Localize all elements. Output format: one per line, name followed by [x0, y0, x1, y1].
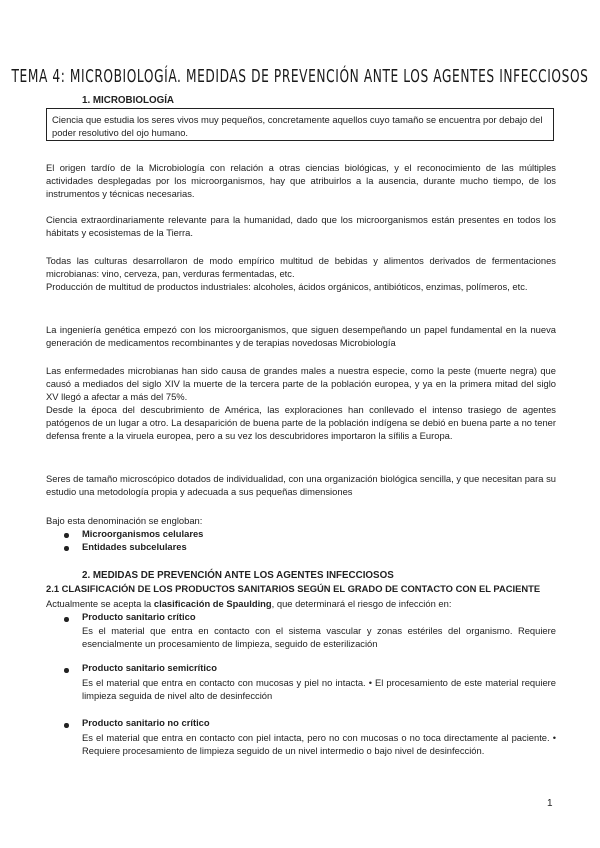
definition-box: Ciencia que estudia los seres vivos muy pequeños, concretamente aquellos cuyo tamaño se encuentra por debajo del poder resolutivo del ojo humano.	[46, 108, 554, 141]
spaulding-intro-after: , que determinará el riesgo de infección en:	[271, 598, 452, 609]
paragraph-definition-microorganisms: Seres de tamaño microscópico dotados de individualidad, con una organización biológica sencilla, y que necesitan para su estudio una metodología propia y adecuada a sus pequeñas dimensiones	[46, 473, 556, 497]
paragraph-genetic-engineering: La ingeniería genética empezó con los microorganismos, que siguen desempeñando un papel fundamental en la nueva generación de medicamentos recombinantes y de terapias novedosas Microbiología	[46, 324, 556, 348]
section-heading-microbiologia: 1. MICROBIOLOGÍA	[82, 95, 174, 106]
paragraph-origin: El origen tardío de la Microbiología con relación a otras ciencias biológicas, y el reconocimiento de las múltiples actividades desplegadas por los microorganismos, hay que atribuirlos a la ausencia, durante mucho tiempo, de los instrumentos y técnicas necesarias.	[46, 162, 556, 199]
paragraph-denomination: Bajo esta denominación se engloban:	[46, 515, 203, 526]
paragraph-spaulding	[46, 597, 556, 610]
bullet-item-subcelulares: Entidades subcelulares	[82, 541, 187, 552]
item-title-critico: Producto sanitario crítico	[82, 611, 196, 622]
item-body-semicritico: Es el material que entra en contacto con mucosas y piel no intacta. • El procesamiento de este material requiere limpieza seguida de nivel alto de desinfección	[82, 677, 556, 701]
bullet-dot	[64, 668, 69, 673]
subsection-heading-clasificacion: 2.1 CLASIFICACIÓN DE LOS PRODUCTOS SANITARIOS SEGÚN EL GRADO DE CONTACTO CON EL PACIENTE	[46, 583, 541, 594]
page-title: TEMA 4: MICROBIOLOGÍA. MEDIDAS DE PREVENCIÓN ANTE LOS AGENTES INFECCIOSOS	[11, 66, 589, 87]
bullet-dot	[64, 723, 69, 728]
paragraph-fermentation: Todas las culturas desarrollaron de modo empírico multitud de bebidas y alimentos derivados de fermentaciones microbianas: vino, cerveza, pan, verduras fermentadas, etc.	[46, 255, 556, 279]
item-body-no-critico: Es el material que entra en contacto con piel intacta, pero no con mucosas o no toca directamente al paciente. • Requiere procesamiento de limpieza seguido de un nivel intermedio o bajo nivel de desinfección.	[82, 732, 556, 756]
paragraph-america: Desde la época del descubrimiento de América, las exploraciones han conllevado el intenso trasiego de agentes patógenos de un lugar a otro. La desaparición de buena parte de la población indígena se debió en buena parte a no tener defensa frente a la viruela europea, pero a su vez los descubridores importaron la sífilis a Europa.	[46, 404, 556, 441]
paragraph-diseases: Las enfermedades microbianas han sido causa de grandes males a nuestra especie, como la peste (muerte negra) que causó a mediados del siglo XIV la muerte de la tercera parte de la población europea, y ya en la primera mitad del siglo XV llegó a afectar a más del 75%.	[46, 365, 556, 402]
bullet-dot	[64, 617, 69, 622]
bullet-dot	[64, 533, 69, 538]
item-title-semicritico: Producto sanitario semicrítico	[82, 662, 217, 673]
paragraph-industrial: Producción de multitud de productos industriales: alcoholes, ácidos orgánicos, antibióticos, enzimas, polímeros, etc.	[46, 281, 528, 292]
paragraph-relevance: Ciencia extraordinariamente relevante para la humanidad, dado que los microorganismos están presentes en todos los hábitats y ecosistemas de la Tierra.	[46, 214, 556, 238]
spaulding-intro-before: Actualmente se acepta la	[46, 598, 154, 609]
bullet-dot	[64, 546, 69, 551]
item-title-no-critico: Producto sanitario no crítico	[82, 717, 210, 728]
spaulding-term: clasificación de Spaulding	[153, 598, 272, 609]
bullet-item-celulares: Microorganismos celulares	[82, 528, 204, 539]
page-number: 1	[547, 798, 553, 809]
item-body-critico: Es el material que entra en contacto con el sistema vascular y zonas estériles del organismo. Requiere esencialmente un procesamiento de limpieza, seguido de esterilización	[82, 625, 556, 649]
section-heading-prevencion: 2. MEDIDAS DE PREVENCIÓN ANTE LOS AGENTES INFECCIOSOS	[82, 570, 394, 581]
